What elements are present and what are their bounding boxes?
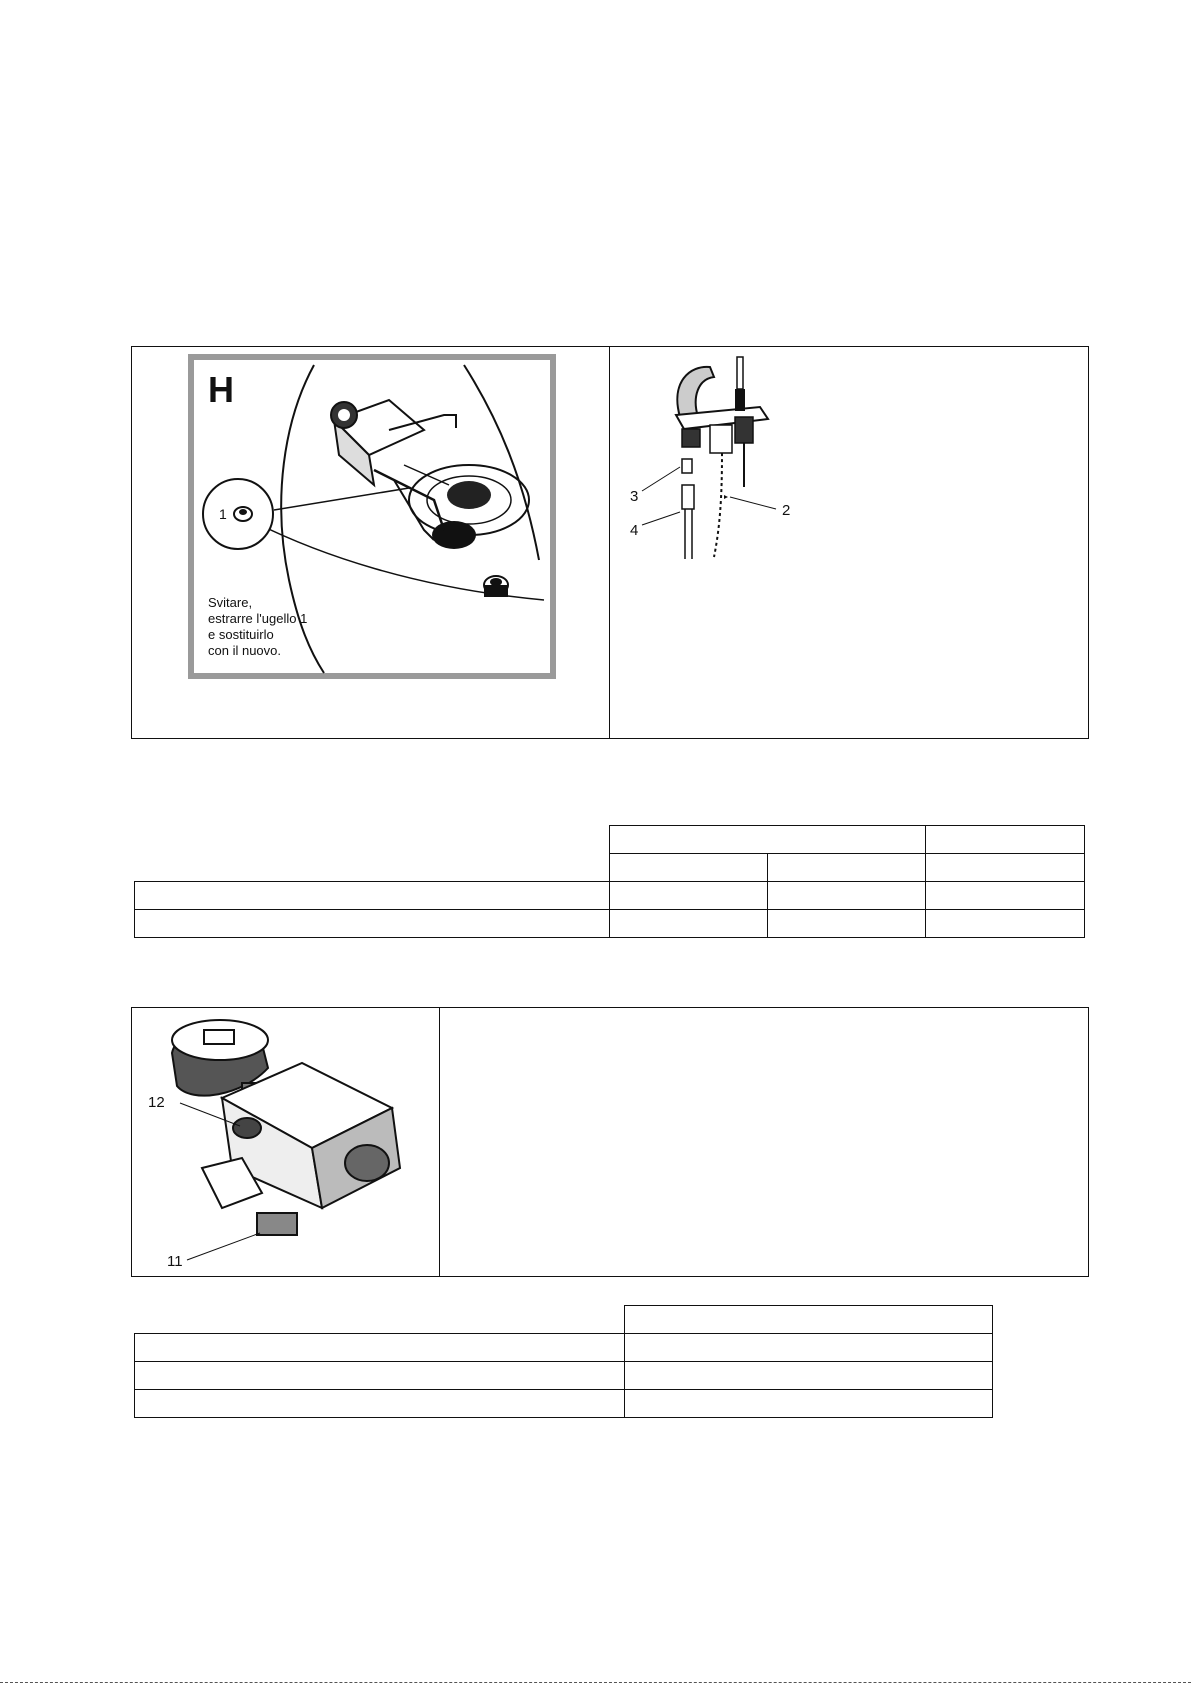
table-row [135, 910, 1085, 938]
figure-h [188, 354, 556, 679]
valve-label-11: 11 [167, 1253, 183, 1270]
table-cell [135, 1306, 625, 1334]
figure-box-top [131, 346, 1089, 739]
table-cell [625, 1390, 993, 1418]
page-bottom-rule [0, 1682, 1191, 1683]
table-cell [135, 1334, 625, 1362]
table-cell [610, 910, 768, 938]
table-cell [926, 826, 1085, 854]
table-row [135, 854, 1085, 882]
pilot-label-3: 3 [630, 488, 639, 505]
table-cell [135, 1390, 625, 1418]
table-cell [625, 1362, 993, 1390]
table-cell [135, 910, 610, 938]
nozzle-table [134, 825, 1085, 938]
caption-line-3: e sostituirlo [208, 627, 274, 642]
table-row [135, 826, 1085, 854]
table-cell [768, 910, 926, 938]
figure-box-bottom [131, 1007, 1089, 1277]
table-row [135, 1362, 993, 1390]
pilot-drawing [610, 347, 1088, 738]
callout-number-1: 1 [219, 506, 227, 522]
figure-h-caption [208, 595, 307, 659]
caption-line-2: estrarre l'ugello 1 [208, 611, 308, 626]
pilot-label-2: 2 [782, 502, 791, 519]
table-cell [926, 854, 1085, 882]
table-cell [926, 882, 1085, 910]
table-cell [768, 882, 926, 910]
table-row [135, 1334, 993, 1362]
table-cell [135, 882, 610, 910]
valve-label-12: 12 [148, 1094, 165, 1111]
figure-h-badge: H [208, 369, 234, 410]
figure-box-divider [439, 1008, 440, 1276]
caption-line-1: Svitare, [208, 595, 253, 610]
table-row [135, 1390, 993, 1418]
pilot-label-4: 4 [630, 522, 639, 539]
table-cell [625, 1334, 993, 1362]
pilot-figure [610, 347, 1088, 738]
table-row [135, 1306, 993, 1334]
table-cell [610, 882, 768, 910]
table-cell [135, 854, 610, 882]
table-cell [768, 854, 926, 882]
table-cell [135, 826, 610, 854]
valve-figure [132, 1008, 439, 1276]
caption-line-4: con il nuovo. [208, 643, 281, 658]
table-cell [135, 1362, 625, 1390]
valve-table [134, 1305, 993, 1418]
table-cell [926, 910, 1085, 938]
gas-valve-drawing [132, 1008, 439, 1276]
table-cell [610, 826, 926, 854]
table-row [135, 882, 1085, 910]
table-cell [625, 1306, 993, 1334]
table-cell [610, 854, 768, 882]
